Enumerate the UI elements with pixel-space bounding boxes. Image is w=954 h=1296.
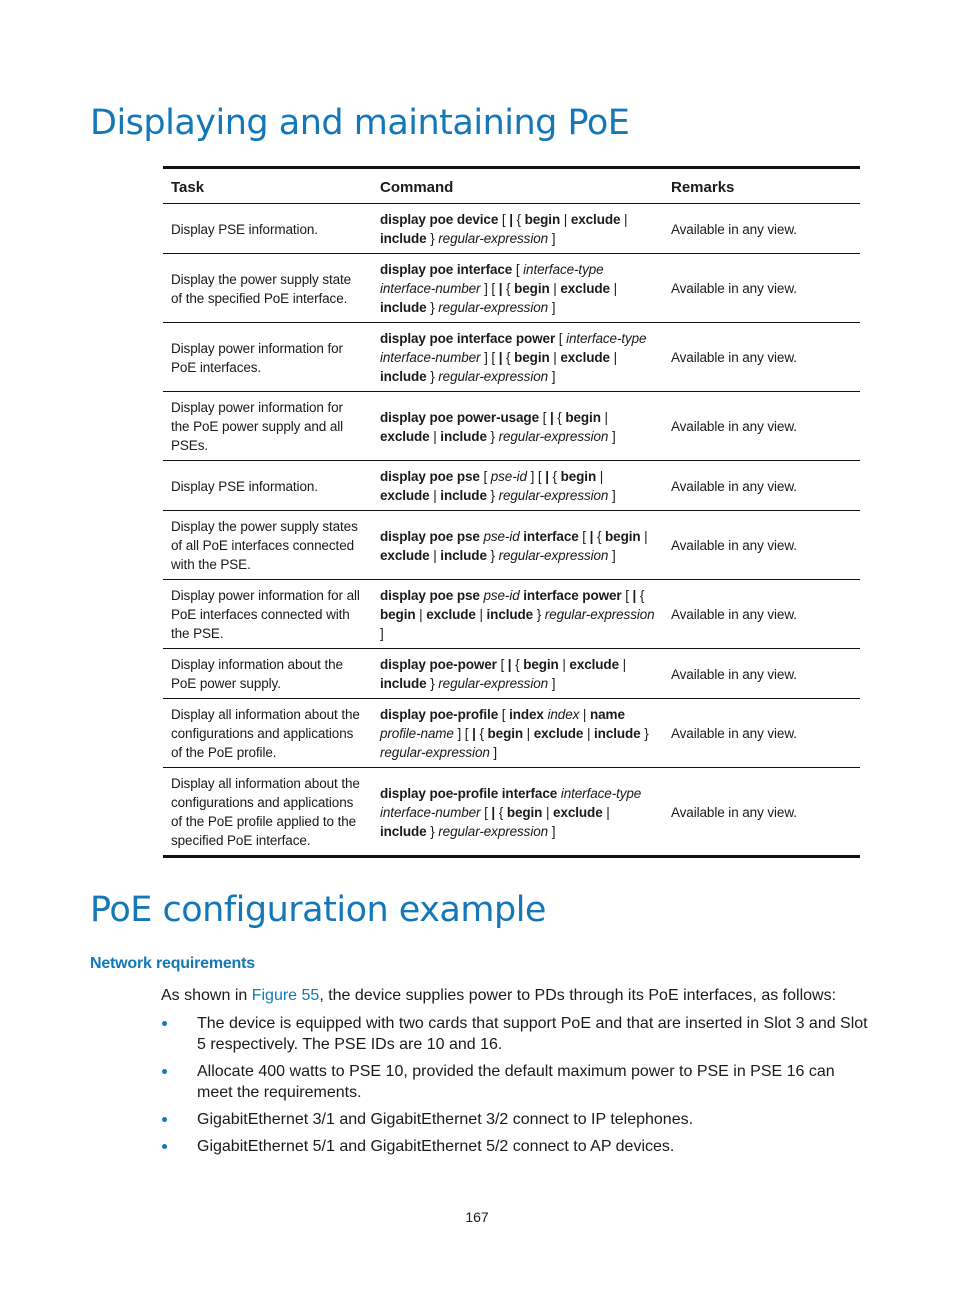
command-syntax: |: [429, 547, 441, 563]
command-keyword: |: [491, 804, 496, 820]
command-keyword: name: [590, 707, 625, 722]
command-keyword: exclude: [553, 804, 603, 820]
command-syntax: [: [479, 469, 491, 484]
command-cell: [372, 392, 663, 461]
command-keyword: begin: [514, 350, 550, 365]
command-argument: regular-expression: [438, 369, 549, 384]
command-syntax: [: [555, 331, 567, 346]
task-cell: Display PSE information.: [163, 204, 372, 254]
command-syntax: ]: [548, 300, 556, 315]
command-keyword: index: [509, 707, 544, 722]
command-syntax: |: [583, 726, 595, 741]
list-item-text: GigabitEthernet 5/1 and GigabitEthernet 5/2 connect to AP devices.: [197, 1138, 675, 1155]
command-syntax: {: [495, 804, 507, 820]
task-cell: Display the power supply state of the specified PoE interface.: [163, 254, 372, 323]
command-keyword: include: [380, 231, 427, 246]
header-remarks: Remarks: [663, 168, 860, 204]
command-cell: [372, 461, 663, 511]
command-keyword: begin: [523, 657, 559, 672]
command-syntax: [: [621, 588, 633, 603]
section-title-poe-config-example: PoE configuration example: [90, 890, 546, 930]
command-syntax: [: [578, 528, 590, 544]
command-keyword: display poe device: [380, 212, 499, 227]
command-keyword: exclude: [560, 281, 610, 296]
command-keyword: exclude: [560, 350, 610, 365]
command-keyword: |: [509, 212, 513, 227]
command-syntax: ] [: [526, 469, 546, 484]
command-syntax: |: [620, 212, 628, 227]
command-syntax: |: [549, 281, 561, 296]
command-keyword: display poe-profile interface: [380, 785, 558, 801]
command-syntax: {: [553, 409, 566, 425]
command-syntax: {: [511, 657, 524, 672]
command-argument: pse-id: [483, 588, 520, 603]
command-keyword: begin: [565, 409, 601, 425]
command-argument: index: [547, 707, 580, 722]
command-keyword: interface power: [523, 588, 622, 603]
command-argument: interface-type interface-number: [380, 785, 642, 820]
command-syntax: |: [618, 657, 627, 672]
list-item-text: The device is equipped with two cards that support PoE and that are inserted in Slot 3 and Slot 5 respectively. The PSE IDs are 10 and 16.: [197, 1015, 868, 1053]
command-syntax: |: [549, 350, 561, 365]
command-keyword: exclude: [570, 212, 621, 227]
remarks-cell: Available in any view.: [663, 323, 860, 392]
command-keyword: begin: [487, 726, 524, 741]
command-argument: pse-id: [490, 469, 527, 484]
command-argument: regular-expression: [438, 676, 549, 691]
command-keyword: begin: [560, 469, 597, 484]
command-keyword: begin: [605, 528, 641, 544]
command-syntax: {: [548, 469, 561, 484]
remarks-cell: Available in any view.: [671, 804, 797, 820]
command-argument: regular-expression: [438, 231, 549, 246]
command-syntax: |: [596, 469, 604, 484]
task-cell: Display all information about the configurations and applications of the PoE profile.: [163, 699, 372, 768]
command-keyword: begin: [514, 281, 550, 296]
intro-text-before: As shown in: [161, 987, 252, 1004]
remarks-cell: Available in any view.: [663, 511, 860, 580]
header-task: Task: [163, 168, 372, 204]
command-keyword: display poe pse: [380, 588, 480, 603]
command-keyword: begin: [524, 212, 561, 227]
command-keyword: display poe power-usage: [380, 409, 539, 425]
command-syntax: [: [480, 804, 492, 820]
command-keyword: include: [380, 369, 427, 384]
command-syntax: }: [533, 607, 545, 622]
command-keyword: display poe-power: [380, 657, 497, 672]
command-keyword: |: [472, 726, 476, 741]
command-syntax: ]: [489, 745, 498, 760]
command-syntax: {: [512, 212, 525, 227]
command-argument: regular-expression: [498, 488, 609, 503]
command-syntax: }: [640, 726, 649, 741]
command-keyword: include: [440, 488, 487, 503]
list-item-text: GigabitEthernet 3/1 and GigabitEthernet 3/2 connect to IP telephones.: [197, 1111, 694, 1128]
subsection-title-network-requirements: Network requirements: [90, 955, 255, 972]
command-cell: [372, 204, 663, 254]
command-syntax: ]: [608, 547, 616, 563]
command-keyword: |: [498, 350, 503, 365]
command-syntax: }: [426, 823, 439, 839]
command-syntax: |: [609, 281, 617, 296]
task-cell: Display power information for all PoE interfaces connected with the PSE.: [163, 580, 372, 649]
table-row: [163, 649, 860, 699]
command-argument: regular-expression: [438, 300, 549, 315]
command-syntax: ]: [380, 626, 384, 641]
remarks-cell: Available in any view.: [663, 699, 860, 768]
task-cell: Display all information about the configurations and applications of the PoE profile applied to the specified PoE interface.: [171, 776, 360, 848]
intro-paragraph: [161, 985, 871, 1007]
requirements-list: [161, 1013, 871, 1163]
table-row: [163, 511, 860, 580]
command-argument: profile-name: [380, 726, 454, 741]
command-table: [163, 166, 860, 858]
command-syntax: {: [593, 528, 606, 544]
command-syntax: }: [426, 300, 439, 315]
table-row: [163, 204, 860, 254]
command-keyword: include: [380, 300, 427, 315]
command-argument: pse-id: [483, 528, 520, 544]
bullet-icon: [162, 1021, 167, 1026]
command-cell: [372, 323, 663, 392]
command-syntax: ]: [548, 231, 556, 246]
command-keyword: |: [507, 657, 512, 672]
command-argument: regular-expression: [380, 745, 490, 760]
command-syntax: {: [636, 588, 645, 603]
command-keyword: |: [549, 409, 554, 425]
remarks-cell: Available in any view.: [663, 649, 860, 699]
command-keyword: include: [486, 607, 534, 622]
list-item-text: Allocate 400 watts to PSE 10, provided the default maximum power to PSE in PSE 16 can meet the requirements.: [197, 1063, 835, 1101]
command-argument: regular-expression: [438, 823, 549, 839]
command-keyword: display poe interface: [380, 262, 513, 277]
command-syntax: }: [486, 488, 499, 503]
command-argument: regular-expression: [498, 547, 609, 563]
table-row: [163, 323, 860, 392]
command-keyword: exclude: [533, 726, 584, 741]
command-syntax: {: [502, 350, 515, 365]
command-argument: regular-expression: [498, 428, 609, 444]
command-syntax: [: [496, 657, 508, 672]
command-keyword: display poe pse: [380, 469, 480, 484]
command-keyword: exclude: [569, 657, 619, 672]
remarks-cell: Available in any view.: [663, 580, 860, 649]
command-keyword: include: [380, 823, 427, 839]
list-item: [161, 1013, 871, 1055]
command-keyword: |: [498, 281, 503, 296]
command-cell: [372, 699, 663, 768]
command-keyword: |: [632, 588, 637, 603]
command-syntax: ]: [548, 823, 556, 839]
task-cell: Display the power supply states of all PoE interfaces connected with the PSE.: [163, 511, 372, 580]
command-syntax: |: [609, 350, 617, 365]
command-syntax: |: [475, 607, 487, 622]
command-keyword: interface: [523, 528, 579, 544]
command-keyword: begin: [380, 607, 416, 622]
command-syntax: {: [502, 281, 515, 296]
figure-link[interactable]: Figure 55: [251, 987, 320, 1004]
table-row: [163, 254, 860, 323]
list-item: [161, 1061, 871, 1103]
command-keyword: begin: [506, 804, 543, 820]
command-keyword: |: [545, 469, 549, 484]
command-keyword: display poe-profile: [380, 707, 499, 722]
command-syntax: ]: [608, 488, 616, 503]
command-syntax: |: [523, 726, 534, 741]
command-syntax: }: [426, 231, 439, 246]
command-keyword: |: [589, 528, 594, 544]
bullet-icon: [162, 1069, 167, 1074]
remarks-cell: Available in any view.: [663, 204, 860, 254]
header-command: Command: [372, 168, 663, 204]
command-cell: [372, 254, 663, 323]
command-syntax: |: [602, 804, 610, 820]
table-body: [163, 204, 860, 857]
command-syntax: ]: [548, 676, 556, 691]
command-syntax: [: [539, 409, 550, 425]
command-keyword: exclude: [380, 488, 430, 503]
command-syntax: ] [: [480, 281, 499, 296]
command-syntax: [: [512, 262, 524, 277]
command-syntax: ]: [608, 428, 616, 444]
command-argument: regular-expression: [544, 607, 655, 622]
command-syntax: |: [560, 212, 571, 227]
table-header-row: [163, 168, 860, 204]
bullet-icon: [162, 1117, 167, 1122]
command-syntax: {: [475, 726, 488, 741]
list-item: [161, 1109, 871, 1130]
command-keyword: display poe interface power: [380, 331, 556, 346]
command-keyword: exclude: [380, 428, 430, 444]
command-syntax: |: [415, 607, 427, 622]
task-cell: Display PSE information.: [163, 461, 372, 511]
command-cell: [372, 768, 663, 857]
command-syntax: |: [429, 488, 441, 503]
command-keyword: include: [440, 428, 487, 444]
table-row: [163, 768, 860, 857]
remarks-cell: Available in any view.: [663, 461, 860, 511]
command-syntax: |: [542, 804, 554, 820]
command-syntax: |: [579, 707, 590, 722]
task-cell: Display power information for PoE interfaces.: [163, 323, 372, 392]
remarks-cell: Available in any view.: [663, 254, 860, 323]
command-syntax: |: [640, 528, 648, 544]
table-row: [163, 392, 860, 461]
table-row: [163, 580, 860, 649]
command-syntax: ] [: [480, 350, 499, 365]
command-syntax: ]: [548, 369, 556, 384]
list-item: [161, 1136, 871, 1157]
command-syntax: [: [498, 707, 510, 722]
command-syntax: }: [486, 547, 499, 563]
command-cell: [372, 580, 663, 649]
command-syntax: |: [600, 409, 608, 425]
command-cell: [372, 511, 663, 580]
table-row: [163, 699, 860, 768]
task-cell: Display information about the PoE power supply.: [163, 649, 372, 699]
command-keyword: include: [380, 676, 427, 691]
command-keyword: include: [440, 547, 487, 563]
command-syntax: }: [486, 428, 499, 444]
command-syntax: |: [558, 657, 570, 672]
command-argument: interface-type interface-number: [380, 262, 604, 296]
command-cell: [372, 649, 663, 699]
command-syntax: }: [426, 369, 439, 384]
intro-text-after: , the device supplies power to PDs through its PoE interfaces, as follows:: [319, 987, 837, 1004]
task-cell: Display power information for the PoE power supply and all PSEs.: [163, 392, 372, 461]
command-keyword: display poe pse: [380, 528, 480, 544]
command-syntax: }: [426, 676, 439, 691]
command-syntax: |: [429, 428, 441, 444]
command-syntax: ] [: [453, 726, 473, 741]
command-keyword: include: [594, 726, 641, 741]
command-argument: interface-type interface-number: [380, 331, 647, 365]
command-keyword: exclude: [380, 547, 430, 563]
section-title-displaying-poe: Displaying and maintaining PoE: [90, 103, 630, 143]
page-number: 167: [465, 1209, 489, 1225]
command-syntax: [: [498, 212, 510, 227]
remarks-cell: Available in any view.: [663, 392, 860, 461]
command-keyword: exclude: [426, 607, 476, 622]
table-row: [163, 461, 860, 511]
bullet-icon: [162, 1144, 167, 1149]
